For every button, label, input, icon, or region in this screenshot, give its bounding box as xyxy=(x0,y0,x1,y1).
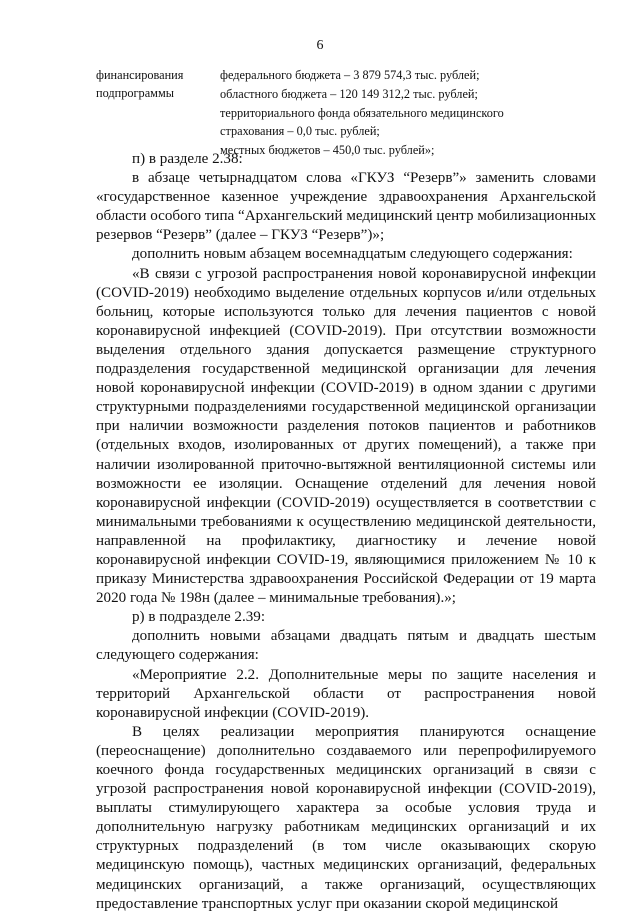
paragraph-section-239: р) в подразделе 2.39: xyxy=(132,609,266,626)
paragraph-add-25-26: дополнить новыми абзацами двадцать пятым и двадцать шестым следующего содержания: xyxy=(96,628,596,664)
financing-federal: федерального бюджета – 3 879 574,3 тыс. рублей; xyxy=(220,68,480,82)
paragraph-measure-22: «Мероприятие 2.2. Дополнительные меры по защите населения и территорий Архангельской области от распространения новой коронавирусной инфекции (COVID-2019). xyxy=(96,666,596,721)
financing-territorial-fund: территориального фонда обязательного медицинского страхования – 0,0 тыс. рублей; xyxy=(220,106,504,138)
document-body xyxy=(96,150,596,914)
page-number: 6 xyxy=(316,38,324,53)
paragraph-add-18: дополнить новым абзацем восемнадцатым следующего содержания: xyxy=(132,246,573,263)
paragraph-replace-words: в абзаце четырнадцатом слова «ГКУЗ “Резерв”» заменить словами «государственное казенное учреждение здравоохранения Архангельской области особого типа “Архангельский медицинский центр мобилизационных резервов “Резерв” (далее – ГКУЗ “Резерв”)»; xyxy=(96,170,596,244)
paragraph-covid-quote: «В связи с угрозой распространения новой коронавирусной инфекции (COVID-2019) необходимо выделение отдельных корпусов и/или отдельных больниц, которые используются только для лечения пациентов с новой коронавирусной инфекцией (COVID-2019). При отсутствии возможности выделения отдельного здания допускается размещение структурного подразделения государственной медицинской организации для лечения новой коронавирусной инфекции (COVID-2019) в одном здании с другими структурными подразделениями государственной медицинской организации при наличии возможности разделения потоков пациентов и работников (отдельных входов, изолированных от других помещений), а также при наличии изолированной приточно-вытяжной вентиляционной системы или возможности ее изоляции. Оснащение отделений для лечения новой коронавирусной инфекции (COVID-2019) осуществляется в соответствии с минимальными требованиями к осуществлению медицинской деятельности, направленной на профилактику, диагностику и лечение новой коронавирусной инфекции COVID-19, являющимися приложением № 10 к приказу Министерства здравоохранения Российской Федерации от 19 марта 2020 года № 198н (далее – минимальные требования).»; xyxy=(96,265,596,607)
financing-local: местных бюджетов – 450,0 тыс. рублей»; xyxy=(220,143,435,157)
paragraph-section-238: п) в разделе 2.38: xyxy=(132,151,243,167)
financing-values xyxy=(220,66,568,160)
financing-regional: областного бюджета – 120 149 312,2 тыс. рублей; xyxy=(220,87,478,101)
financing-label: финансирования подпрограммы xyxy=(96,68,184,100)
paragraph-measure-details: В целях реализации мероприятия планируются оснащение (переоснащение) дополнительно создаваемого или перепрофилируемого коечного фонда государственных медицинских организаций в связи с угрозой распространения новой коронавирусной инфекции (COVID-2019), выплаты стимулирующего характера за особые условия труда и дополнительную нагрузку работникам медицинских организаций и их структурных подразделений (в том числе оказывающих скорую медицинскую помощь), частных медицинских организаций, федеральных медицинских организаций, а также организаций, осуществляющих предоставление транспортных услуг при оказании скорой медицинской xyxy=(96,723,596,912)
